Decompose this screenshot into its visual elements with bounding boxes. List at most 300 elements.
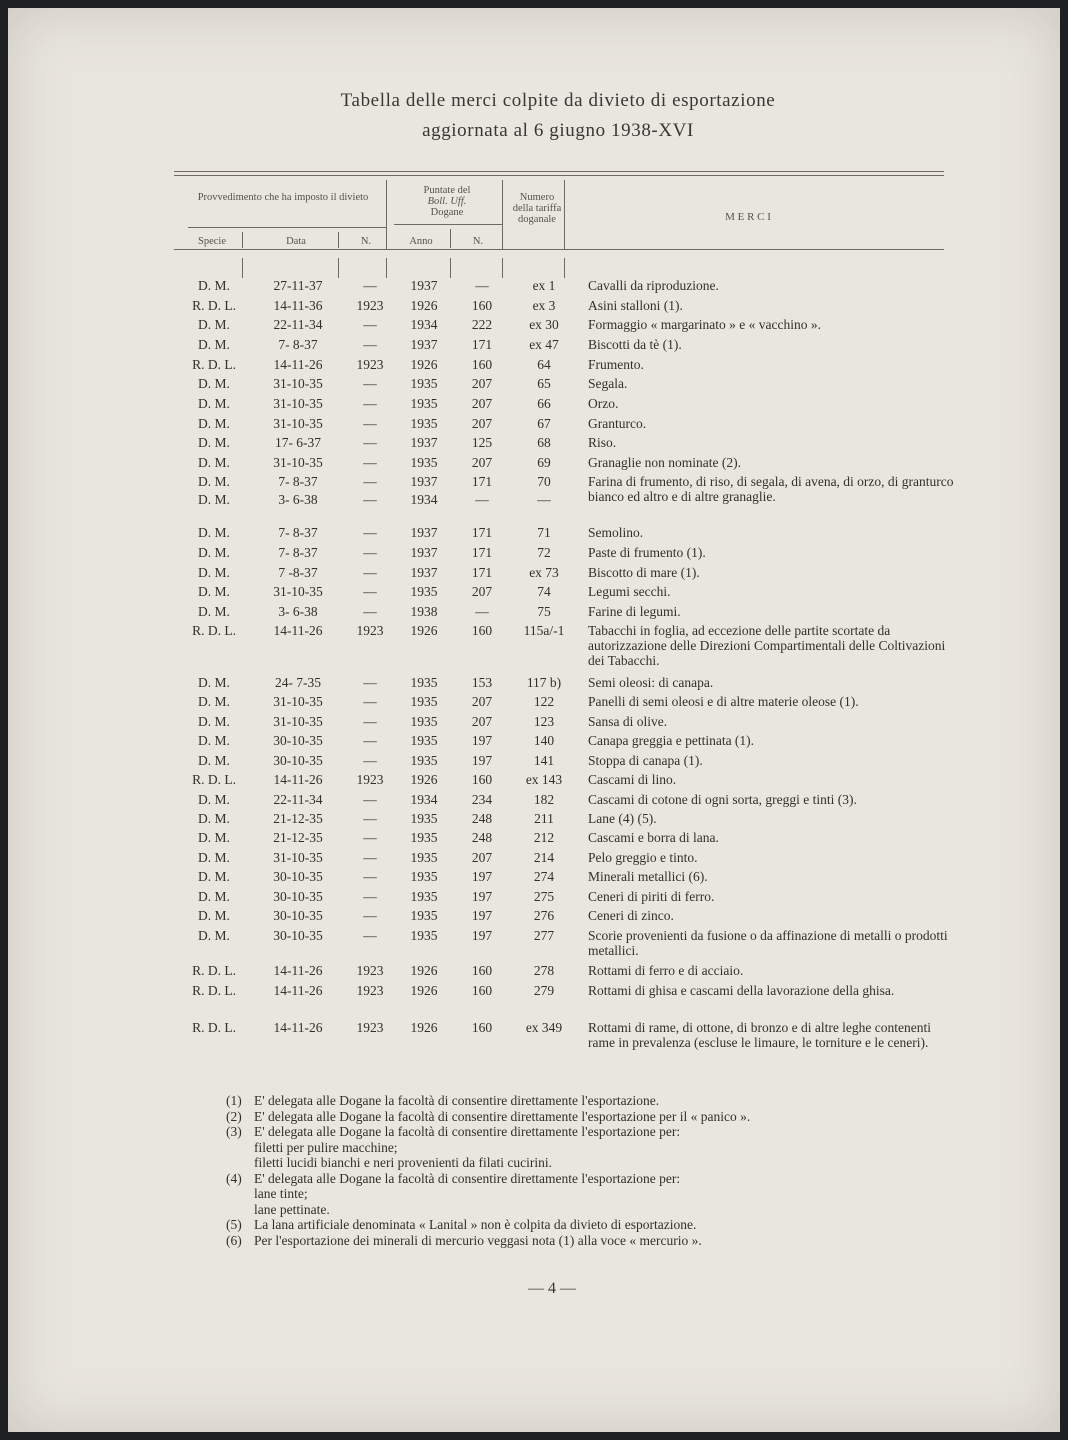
number-cell: — xyxy=(363,455,377,470)
number-cell: — xyxy=(363,908,377,923)
date-cell: 3- 6-38 xyxy=(278,492,318,507)
year-cell: 1935 xyxy=(410,850,438,865)
footnote-sub: filetti per pulire macchine; xyxy=(254,1139,398,1155)
tariff-cell: 70 xyxy=(537,474,551,489)
tariff-cell: 74 xyxy=(537,584,551,599)
table-row xyxy=(8,376,968,394)
table-row xyxy=(8,869,968,887)
date-cell: 14-11-26 xyxy=(273,623,323,638)
bulletin-number-cell: — xyxy=(475,278,489,293)
specie-cell: D. M. xyxy=(198,830,230,845)
table-row xyxy=(8,830,968,848)
goods-description-cell: Rottami di ferro e di acciaio. xyxy=(588,963,744,978)
tariff-cell: 69 xyxy=(537,455,551,470)
tariff-cell: 279 xyxy=(533,983,555,998)
goods-description-cell: Tabacchi in foglia, ad eccezione delle partite scortate da autorizzazione delle Direzioni Compartimentali delle Coltivazioni dei Tabacchi. xyxy=(588,623,946,668)
date-cell: 14-11-26 xyxy=(273,357,323,372)
number-cell: — xyxy=(363,396,377,411)
specie-cell: D. M. xyxy=(198,416,230,431)
column-tick xyxy=(450,258,451,278)
specie-cell: R. D. L. xyxy=(192,357,236,372)
year-cell: 1937 xyxy=(410,278,438,293)
bulletin-number-cell: 207 xyxy=(471,455,493,470)
tariff-cell: 66 xyxy=(537,396,551,411)
tariff-cell: 72 xyxy=(537,545,551,560)
header-top-rule-2 xyxy=(174,175,944,176)
number-cell: 1923 xyxy=(356,298,384,313)
header-divider xyxy=(242,232,243,248)
tariff-cell: ex 143 xyxy=(525,772,563,787)
table-row xyxy=(8,772,968,790)
tariff-cell: 65 xyxy=(537,376,551,391)
column-tick xyxy=(242,258,243,278)
bulletin-number-cell: 197 xyxy=(471,869,493,884)
bulletin-number-cell: 160 xyxy=(471,357,493,372)
number-cell: — xyxy=(363,565,377,580)
date-cell: 14-11-26 xyxy=(273,963,323,978)
number-cell: — xyxy=(363,694,377,709)
specie-cell: R. D. L. xyxy=(192,623,236,638)
tariff-cell: 212 xyxy=(533,830,555,845)
goods-description-cell: Formaggio « margarinato » e « vacchino ». xyxy=(588,317,821,332)
bulletin-number-cell: 207 xyxy=(471,584,493,599)
number-cell: — xyxy=(363,474,377,489)
year-cell: 1937 xyxy=(410,474,438,489)
table-row xyxy=(8,850,968,868)
specie-cell: D. M. xyxy=(198,584,230,599)
number-cell: — xyxy=(363,525,377,540)
specie-cell: D. M. xyxy=(198,675,230,690)
number-cell: 1923 xyxy=(356,963,384,978)
table-row xyxy=(8,298,968,316)
specie-cell: D. M. xyxy=(198,604,230,619)
specie-cell: D. M. xyxy=(198,376,230,391)
title-line-2: aggiornata al 6 giugno 1938-XVI xyxy=(422,120,694,141)
specie-cell: D. M. xyxy=(198,928,230,943)
number-cell: 1923 xyxy=(356,623,384,638)
goods-description-cell: Legumi secchi. xyxy=(588,584,671,599)
footnote-sub: filetti lucidi bianchi e neri provenienti da filati cucirini. xyxy=(254,1155,553,1170)
footnote: (1) E' delegata alle Dogane la facoltà di consentire direttamente l'esportazione. xyxy=(226,1093,660,1108)
bulletin-number-cell: 207 xyxy=(471,416,493,431)
number-cell: — xyxy=(363,584,377,599)
bulletin-number-cell: 171 xyxy=(471,545,493,560)
footnote: (2) E' delegata alle Dogane la facoltà di consentire direttamente l'esportazione per il « panico ». xyxy=(226,1108,751,1124)
bulletin-number-cell: 248 xyxy=(471,830,493,845)
tariff-cell: ex 3 xyxy=(532,298,556,313)
number-cell: — xyxy=(363,753,377,768)
header-n2: N. xyxy=(472,236,484,247)
tariff-cell: ex 73 xyxy=(529,565,559,580)
date-cell: 22-11-34 xyxy=(273,792,323,807)
bulletin-number-cell: 197 xyxy=(471,733,493,748)
year-cell: 1937 xyxy=(410,565,438,580)
date-cell: 7- 8-37 xyxy=(278,337,318,352)
number-cell: — xyxy=(363,889,377,904)
header-provvedimento: Provvedimento che ha imposto il divieto xyxy=(197,192,369,203)
table-row xyxy=(8,792,968,810)
tariff-cell: 115a/-1 xyxy=(523,623,565,638)
number-cell: 1923 xyxy=(356,357,384,372)
number-cell: — xyxy=(363,928,377,943)
date-cell: 31-10-35 xyxy=(273,396,323,411)
year-cell: 1937 xyxy=(410,545,438,560)
specie-cell: R. D. L. xyxy=(192,298,236,313)
footnote: (4) E' delegata alle Dogane la facoltà di consentire direttamente l'esportazione per: xyxy=(226,1170,681,1186)
bulletin-number-cell: 125 xyxy=(471,435,493,450)
date-cell: 14-11-36 xyxy=(273,298,323,313)
specie-cell: D. M. xyxy=(198,455,230,470)
date-cell: 14-11-26 xyxy=(273,983,323,998)
table-row xyxy=(8,357,968,375)
header-puntate-2: Boll. Uff. xyxy=(427,196,467,207)
date-cell: 22-11-34 xyxy=(273,317,323,332)
date-cell: 30-10-35 xyxy=(273,889,323,904)
date-cell: 30-10-35 xyxy=(273,908,323,923)
tariff-cell: 277 xyxy=(533,928,555,943)
number-cell: 1923 xyxy=(356,772,384,787)
bulletin-number-cell: 207 xyxy=(471,396,493,411)
table-row xyxy=(8,525,968,543)
year-cell: 1935 xyxy=(410,889,438,904)
date-cell: 27-11-37 xyxy=(273,278,323,293)
bulletin-number-cell: — xyxy=(475,604,489,619)
year-cell: 1935 xyxy=(410,908,438,923)
year-cell: 1938 xyxy=(410,604,438,619)
date-cell: 7- 8-37 xyxy=(278,474,318,489)
bulletin-number-cell: 207 xyxy=(471,714,493,729)
header-divider xyxy=(564,180,565,250)
header-data: Data xyxy=(286,236,306,247)
page-number: — 4 — xyxy=(528,1280,576,1297)
bulletin-number-cell: 207 xyxy=(471,850,493,865)
goods-description-cell: Segala. xyxy=(588,376,628,391)
number-cell: — xyxy=(363,545,377,560)
tariff-cell: 75 xyxy=(537,604,551,619)
bulletin-number-cell: 160 xyxy=(471,1020,493,1035)
goods-description-cell: Farine di legumi. xyxy=(588,604,681,619)
year-cell: 1935 xyxy=(410,928,438,943)
number-cell: — xyxy=(363,675,377,690)
specie-cell: D. M. xyxy=(198,811,230,826)
date-cell: 30-10-35 xyxy=(273,733,323,748)
date-cell: 21-12-35 xyxy=(273,830,323,845)
goods-description-cell: Frumento. xyxy=(588,357,644,372)
table-row xyxy=(8,584,968,602)
goods-description-cell: Cascami di lino. xyxy=(588,772,677,787)
tariff-cell: 122 xyxy=(533,694,555,709)
year-cell: 1926 xyxy=(410,1020,438,1035)
tariff-cell: — xyxy=(537,492,551,507)
table-row xyxy=(8,396,968,414)
bulletin-number-cell: 248 xyxy=(471,811,493,826)
tariff-cell: 123 xyxy=(533,714,555,729)
specie-cell: D. M. xyxy=(198,278,230,293)
table-row xyxy=(8,416,968,434)
table-row xyxy=(8,317,968,335)
year-cell: 1934 xyxy=(410,492,438,507)
column-tick xyxy=(338,258,339,278)
number-cell: — xyxy=(363,278,377,293)
tariff-cell: ex 349 xyxy=(525,1020,563,1035)
header-bottom-rule xyxy=(174,249,944,250)
tariff-cell: 214 xyxy=(533,850,555,865)
footnote: (3) E' delegata alle Dogane la facoltà di consentire direttamente l'esportazione per: xyxy=(226,1124,681,1139)
date-cell: 30-10-35 xyxy=(273,869,323,884)
tariff-cell: 68 xyxy=(537,435,551,450)
year-cell: 1935 xyxy=(410,714,438,729)
date-cell: 7 -8-37 xyxy=(278,565,318,580)
date-cell: 31-10-35 xyxy=(273,714,323,729)
table-row xyxy=(8,545,968,563)
number-cell: — xyxy=(363,714,377,729)
specie-cell: D. M. xyxy=(198,396,230,411)
header-divider xyxy=(450,229,451,248)
table-row xyxy=(8,435,968,453)
table-row xyxy=(8,694,968,712)
number-cell: — xyxy=(363,376,377,391)
header-numero: Numero della tariffa doganale xyxy=(512,192,562,225)
year-cell: 1926 xyxy=(410,357,438,372)
number-cell: — xyxy=(363,850,377,865)
header-divider xyxy=(502,180,503,250)
goods-description-cell: Riso. xyxy=(588,435,617,450)
number-cell: — xyxy=(363,416,377,431)
specie-cell: D. M. xyxy=(198,792,230,807)
column-tick xyxy=(386,258,387,278)
number-cell: — xyxy=(363,733,377,748)
year-cell: 1935 xyxy=(410,376,438,391)
specie-cell: D. M. xyxy=(198,492,230,507)
specie-cell: D. M. xyxy=(198,889,230,904)
header-n: N. xyxy=(360,236,372,247)
goods-description-cell: Ceneri di zinco. xyxy=(588,908,674,923)
specie-cell: D. M. xyxy=(198,545,230,560)
bulletin-number-cell: 160 xyxy=(471,772,493,787)
tariff-cell: 141 xyxy=(533,753,555,768)
goods-description-cell: Panelli di semi oleosi e di altre materie oleose (1). xyxy=(588,694,859,709)
year-cell: 1937 xyxy=(410,525,438,540)
date-cell: 14-11-26 xyxy=(273,1020,323,1035)
goods-description-cell: Biscotto di mare (1). xyxy=(588,565,700,580)
bulletin-number-cell: — xyxy=(475,492,489,507)
specie-cell: R. D. L. xyxy=(192,963,236,978)
goods-description-cell: Asini stalloni (1). xyxy=(588,298,683,313)
specie-cell: R. D. L. xyxy=(192,772,236,787)
year-cell: 1937 xyxy=(410,337,438,352)
tariff-cell: 117 b) xyxy=(526,675,562,690)
number-cell: — xyxy=(363,811,377,826)
date-cell: 14-11-26 xyxy=(273,772,323,787)
number-cell: 1923 xyxy=(356,1020,384,1035)
number-cell: — xyxy=(363,492,377,507)
bulletin-number-cell: 171 xyxy=(471,337,493,352)
goods-description-cell: Sansa di olive. xyxy=(588,714,668,729)
tariff-cell: 278 xyxy=(533,963,555,978)
header-top-rule xyxy=(174,171,944,172)
date-cell: 3- 6-38 xyxy=(278,604,318,619)
specie-cell: D. M. xyxy=(198,474,230,489)
year-cell: 1935 xyxy=(410,753,438,768)
number-cell: 1923 xyxy=(356,983,384,998)
year-cell: 1935 xyxy=(410,584,438,599)
year-cell: 1935 xyxy=(410,675,438,690)
title-line-1: Tabella delle merci colpite da divieto di esportazione xyxy=(340,90,776,111)
date-cell: 30-10-35 xyxy=(273,928,323,943)
bulletin-number-cell: 197 xyxy=(471,753,493,768)
table-row xyxy=(8,337,968,355)
header-anno: Anno xyxy=(409,236,433,247)
specie-cell: D. M. xyxy=(198,565,230,580)
header-specie: Specie xyxy=(198,236,226,247)
year-cell: 1935 xyxy=(410,811,438,826)
specie-cell: D. M. xyxy=(198,753,230,768)
footnote: (6) Per l'esportazione dei minerali di mercurio veggasi nota (1) alla voce « mercurio ». xyxy=(226,1232,702,1248)
date-cell: 21-12-35 xyxy=(273,811,323,826)
bulletin-number-cell: 197 xyxy=(471,889,493,904)
goods-description-cell: Canapa greggia e pettinata (1). xyxy=(588,733,755,748)
date-cell: 17- 6-37 xyxy=(274,435,322,450)
document-page xyxy=(8,8,1060,1432)
table-row xyxy=(8,908,968,926)
tariff-cell: 182 xyxy=(533,792,555,807)
year-cell: 1926 xyxy=(410,963,438,978)
tariff-cell: 276 xyxy=(533,908,555,923)
header-divider xyxy=(338,232,339,248)
column-tick xyxy=(502,258,503,278)
tariff-cell: 274 xyxy=(533,869,555,884)
date-cell: 31-10-35 xyxy=(273,850,323,865)
specie-cell: D. M. xyxy=(198,435,230,450)
year-cell: 1934 xyxy=(410,792,438,807)
goods-description-cell: Cascami e borra di lana. xyxy=(588,830,719,845)
goods-description-cell: Orzo. xyxy=(588,396,619,411)
table-row xyxy=(8,714,968,732)
goods-description-cell: Ceneri di piriti di ferro. xyxy=(588,889,715,904)
tariff-cell: ex 47 xyxy=(529,337,559,352)
bulletin-number-cell: 171 xyxy=(471,525,493,540)
table-row xyxy=(8,928,968,958)
specie-cell: D. M. xyxy=(198,850,230,865)
specie-cell: D. M. xyxy=(198,337,230,352)
goods-description-cell: Farina di frumento, di riso, di segala, di avena, di orzo, di granturco bianco ed altro e di altre granaglie. xyxy=(588,474,954,504)
bulletin-number-cell: 207 xyxy=(471,376,493,391)
header-merci: M E R C I xyxy=(725,211,771,223)
date-cell: 31-10-35 xyxy=(273,584,323,599)
table-row xyxy=(8,733,968,751)
specie-cell: D. M. xyxy=(198,694,230,709)
goods-description-cell: Stoppa di canapa (1). xyxy=(588,753,703,768)
year-cell: 1935 xyxy=(410,455,438,470)
goods-description-cell: Cavalli da riproduzione. xyxy=(588,278,719,293)
table-row xyxy=(8,565,968,583)
goods-description-cell: Minerali metallici (6). xyxy=(588,869,708,884)
table-row xyxy=(8,1020,968,1050)
table-row xyxy=(8,623,968,668)
header-sub-rule-2 xyxy=(394,224,502,225)
date-cell: 31-10-35 xyxy=(273,455,323,470)
specie-cell: R. D. L. xyxy=(192,983,236,998)
table-row xyxy=(8,278,968,296)
specie-cell: D. M. xyxy=(198,714,230,729)
year-cell: 1937 xyxy=(410,435,438,450)
tariff-cell: 67 xyxy=(537,416,551,431)
year-cell: 1926 xyxy=(410,623,438,638)
table-row xyxy=(8,963,968,981)
bulletin-number-cell: 222 xyxy=(471,317,493,332)
column-tick xyxy=(564,258,565,278)
specie-cell: D. M. xyxy=(198,733,230,748)
header-sub-rule-1 xyxy=(188,227,386,228)
date-cell: 31-10-35 xyxy=(273,694,323,709)
date-cell: 30-10-35 xyxy=(273,753,323,768)
bulletin-number-cell: 160 xyxy=(471,963,493,978)
bulletin-number-cell: 197 xyxy=(471,908,493,923)
table-row xyxy=(8,675,968,693)
year-cell: 1935 xyxy=(410,694,438,709)
tariff-cell: 64 xyxy=(537,357,551,372)
bulletin-number-cell: 160 xyxy=(471,623,493,638)
tariff-cell: 211 xyxy=(534,811,554,826)
number-cell: — xyxy=(363,792,377,807)
tariff-cell: 71 xyxy=(537,525,551,540)
goods-description-cell: Lane (4) (5). xyxy=(588,811,657,826)
year-cell: 1935 xyxy=(410,733,438,748)
goods-description-cell: Semolino. xyxy=(588,525,644,540)
goods-description-cell: Granturco. xyxy=(588,416,647,431)
header-puntate-3: Dogane xyxy=(430,207,464,218)
table-row xyxy=(8,492,968,510)
table-row xyxy=(8,604,968,622)
table-row xyxy=(8,889,968,907)
tariff-cell: ex 1 xyxy=(532,278,556,293)
date-cell: 31-10-35 xyxy=(273,376,323,391)
number-cell: — xyxy=(363,337,377,352)
specie-cell: D. M. xyxy=(198,908,230,923)
bulletin-number-cell: 160 xyxy=(471,298,493,313)
table-row xyxy=(8,983,968,1001)
table-row xyxy=(8,811,968,829)
number-cell: — xyxy=(363,435,377,450)
table-row xyxy=(8,455,968,473)
specie-cell: R. D. L. xyxy=(192,1020,236,1035)
date-cell: 7- 8-37 xyxy=(278,545,318,560)
goods-description-cell: Pelo greggio e tinto. xyxy=(588,850,698,865)
bulletin-number-cell: 234 xyxy=(471,792,493,807)
footnotes xyxy=(226,1093,986,1248)
year-cell: 1935 xyxy=(410,396,438,411)
year-cell: 1926 xyxy=(410,983,438,998)
year-cell: 1926 xyxy=(410,298,438,313)
goods-description-cell: Paste di frumento (1). xyxy=(588,545,706,560)
goods-description-cell: Biscotti da tè (1). xyxy=(588,337,682,352)
year-cell: 1935 xyxy=(410,416,438,431)
year-cell: 1935 xyxy=(410,830,438,845)
goods-description-cell: Rottami di rame, di ottone, di bronzo e di altre leghe contenenti rame in prevalenza (escluse le limaure, le torniture e le ceneri). xyxy=(588,1020,932,1050)
table-row xyxy=(8,753,968,771)
goods-description-cell: Rottami di ghisa e cascami della lavorazione della ghisa. xyxy=(588,983,895,998)
year-cell: 1935 xyxy=(410,869,438,884)
year-cell: 1934 xyxy=(410,317,438,332)
date-cell: 7- 8-37 xyxy=(278,525,318,540)
bulletin-number-cell: 197 xyxy=(471,928,493,943)
footnote: (5) La lana artificiale denominata « Lanital » non è colpita da divieto di esportazione. xyxy=(226,1217,697,1232)
bulletin-number-cell: 171 xyxy=(471,565,493,580)
header-divider xyxy=(386,180,387,250)
tariff-cell: 140 xyxy=(533,733,555,748)
bulletin-number-cell: 171 xyxy=(471,474,493,489)
bulletin-number-cell: 207 xyxy=(471,694,493,709)
